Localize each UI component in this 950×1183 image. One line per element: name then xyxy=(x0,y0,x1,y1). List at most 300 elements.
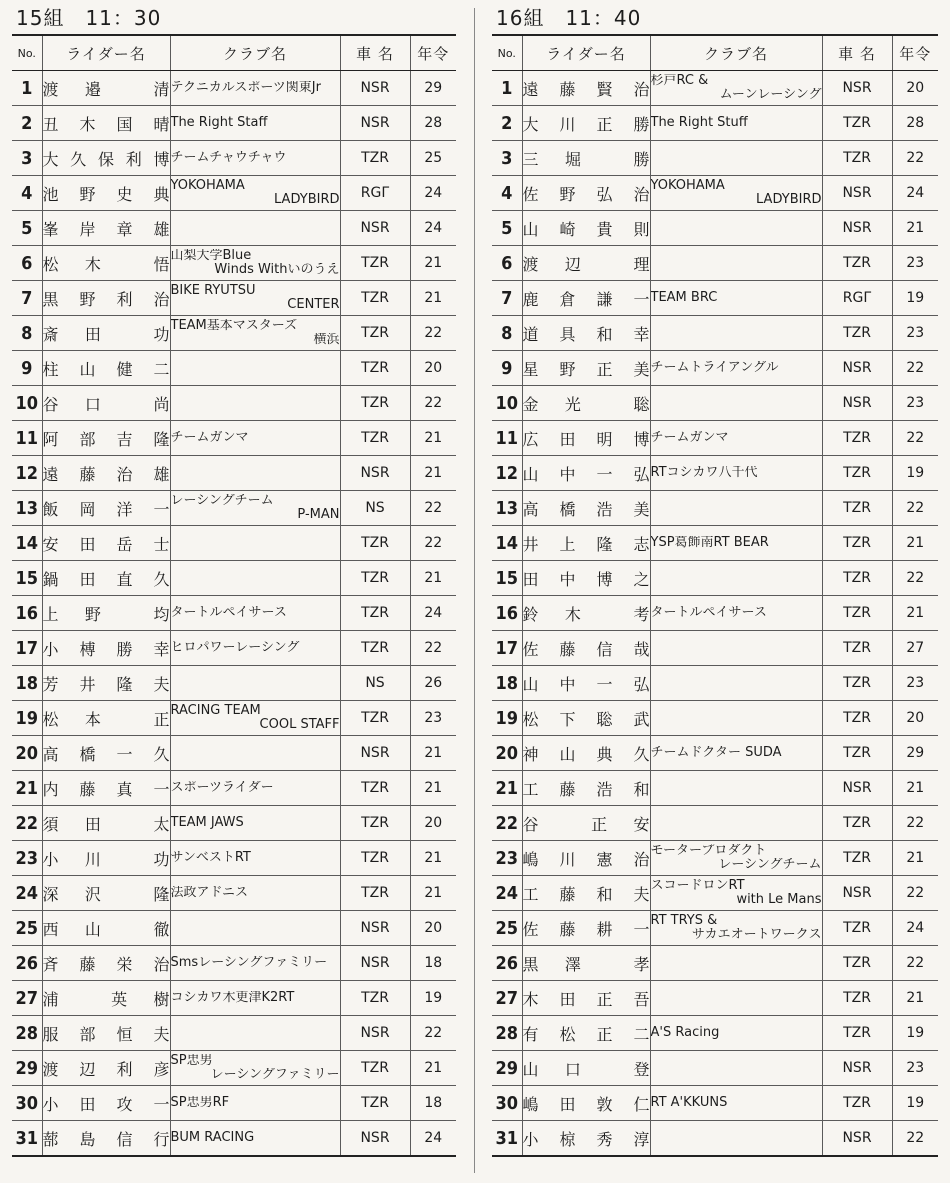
rider-name-char: 悟 xyxy=(153,254,170,274)
rider-age: 21 xyxy=(410,281,456,316)
club-name-line: チームチャウチャウ xyxy=(170,151,287,165)
rider-name xyxy=(42,421,170,456)
machine-name: TZR xyxy=(340,281,410,316)
club-name xyxy=(650,561,822,596)
rider-name-char: 樹 xyxy=(153,989,170,1009)
rider-name-char: 田 xyxy=(84,324,101,344)
machine-name: TZR xyxy=(822,911,892,946)
rider-name xyxy=(522,351,650,386)
machine-name: TZR xyxy=(340,246,410,281)
rider-name-char: 秀 xyxy=(596,1129,613,1149)
rider-name-char: 岸 xyxy=(79,219,96,239)
rider-name-char: 小 xyxy=(42,849,59,869)
rider-age: 21 xyxy=(410,561,456,596)
rider-age: 21 xyxy=(410,456,456,491)
club-name-line: LADYBIRD xyxy=(756,193,822,207)
rider-number: 18 xyxy=(12,666,42,701)
rider-name-char: 部 xyxy=(79,1024,96,1044)
table-row xyxy=(492,771,938,806)
table-row xyxy=(12,1121,456,1157)
table-row xyxy=(492,736,938,771)
rider-age: 22 xyxy=(892,876,938,911)
table-row xyxy=(12,876,456,911)
club-name xyxy=(170,351,340,386)
rider-age: 23 xyxy=(892,246,938,281)
rider-name-char: 山 xyxy=(522,464,539,484)
club-name xyxy=(170,386,340,421)
rider-name-char: 飯 xyxy=(42,499,59,519)
rider-name-char: 山 xyxy=(522,219,539,239)
machine-name: TZR xyxy=(822,666,892,701)
table-row xyxy=(492,281,938,316)
club-name-line: SP忠男RF xyxy=(170,1096,230,1110)
rider-name-char: 真 xyxy=(116,779,133,799)
rider-name-char: 久 xyxy=(153,744,170,764)
rider-name-char: 安 xyxy=(633,814,650,834)
rider-number: 25 xyxy=(492,911,522,946)
rider-age: 22 xyxy=(892,141,938,176)
rider-name xyxy=(522,561,650,596)
rider-number: 27 xyxy=(492,981,522,1016)
rider-age: 21 xyxy=(892,981,938,1016)
rider-name-char: 井 xyxy=(79,674,96,694)
rider-age: 28 xyxy=(892,106,938,141)
header-row xyxy=(492,35,938,71)
machine-name: NSR xyxy=(822,771,892,806)
table-row xyxy=(492,386,938,421)
club-name-line: タートルペイサース xyxy=(170,606,287,620)
header-age: 年令 xyxy=(410,35,456,71)
rider-age: 20 xyxy=(410,351,456,386)
rider-age: 20 xyxy=(410,806,456,841)
rider-name-char: 工 xyxy=(522,779,539,799)
club-name xyxy=(170,806,340,841)
rider-name-char: 柱 xyxy=(42,359,59,379)
club-name xyxy=(650,701,822,736)
rider-name-char: 隆 xyxy=(153,884,170,904)
club-name xyxy=(650,596,822,631)
machine-name: TZR xyxy=(340,526,410,561)
rider-number: 14 xyxy=(492,526,522,561)
rider-name xyxy=(522,1051,650,1086)
rider-name-char: 井 xyxy=(522,534,539,554)
rider-name-char: 博 xyxy=(153,149,170,169)
rider-name xyxy=(522,316,650,351)
table-row xyxy=(492,806,938,841)
rider-name-char: 山 xyxy=(522,674,539,694)
rider-name-char: 下 xyxy=(559,709,576,729)
table-row xyxy=(12,981,456,1016)
rider-name-char: 正 xyxy=(596,989,613,1009)
rider-name-char: 久 xyxy=(633,744,650,764)
club-name xyxy=(650,491,822,526)
rider-name-char: 松 xyxy=(42,709,59,729)
rider-name xyxy=(522,106,650,141)
rider-age: 24 xyxy=(410,211,456,246)
rider-name-char: 洋 xyxy=(116,499,133,519)
rider-name-char: 鍋 xyxy=(42,569,59,589)
rider-name-char: 美 xyxy=(633,499,650,519)
rider-name-char: 堀 xyxy=(564,149,581,169)
table-row xyxy=(492,316,938,351)
club-name xyxy=(170,911,340,946)
rider-name xyxy=(522,736,650,771)
rider-number: 9 xyxy=(12,351,42,386)
rider-number: 31 xyxy=(12,1121,42,1157)
rider-age: 28 xyxy=(410,106,456,141)
rider-number: 5 xyxy=(492,211,522,246)
rider-name-char: 雄 xyxy=(153,219,170,239)
rider-name-char: 美 xyxy=(633,359,650,379)
club-name-line: YOKOHAMA xyxy=(170,179,245,193)
rider-name xyxy=(522,1121,650,1157)
rider-name xyxy=(42,211,170,246)
rider-name-char: 木 xyxy=(564,604,581,624)
rider-name-char: 渡 xyxy=(42,1059,59,1079)
rider-name-char: 藤 xyxy=(559,639,576,659)
rider-name xyxy=(42,491,170,526)
header-club: クラブ名 xyxy=(170,35,340,71)
rider-name-char: 治 xyxy=(153,954,170,974)
machine-name: NSR xyxy=(340,946,410,981)
club-name xyxy=(170,701,340,736)
rider-number: 1 xyxy=(12,71,42,106)
rider-name-char: 光 xyxy=(564,394,581,414)
rider-name-char: 山 xyxy=(79,359,96,379)
rider-number: 18 xyxy=(492,666,522,701)
rider-name xyxy=(522,211,650,246)
rider-name-char: 尚 xyxy=(153,394,170,414)
rider-number: 29 xyxy=(12,1051,42,1086)
club-name xyxy=(170,841,340,876)
rider-name-char: 利 xyxy=(125,149,142,169)
table-row xyxy=(12,71,456,106)
machine-name: NS xyxy=(340,666,410,701)
rider-name xyxy=(522,666,650,701)
rider-name-char: 芳 xyxy=(42,674,59,694)
machine-name: TZR xyxy=(822,946,892,981)
rider-name-char: 治 xyxy=(633,849,650,869)
rider-name-char: 小 xyxy=(42,639,59,659)
club-name-line: RTコシカワ八千代 xyxy=(650,466,758,480)
machine-name: TZR xyxy=(340,771,410,806)
club-name xyxy=(170,456,340,491)
club-name xyxy=(650,771,822,806)
rider-name-char: 夫 xyxy=(153,1024,170,1044)
club-name xyxy=(170,666,340,701)
rider-name-char: 野 xyxy=(79,289,96,309)
rider-name-char: 一 xyxy=(633,289,650,309)
rider-name-char: 勝 xyxy=(633,149,650,169)
rider-name-char: 正 xyxy=(596,359,613,379)
club-name-line: 杉戸RC & xyxy=(650,74,709,88)
rider-name-char: 山 xyxy=(84,919,101,939)
rider-number: 7 xyxy=(12,281,42,316)
rider-name-char: 須 xyxy=(42,814,59,834)
rider-number: 21 xyxy=(492,771,522,806)
table-row xyxy=(492,561,938,596)
machine-name: NSR xyxy=(340,211,410,246)
header-car: 車 名 xyxy=(822,35,892,71)
club-name xyxy=(170,176,340,211)
table-row xyxy=(492,841,938,876)
rider-name-char: 哉 xyxy=(633,639,650,659)
table-row xyxy=(492,596,938,631)
machine-name: TZR xyxy=(822,596,892,631)
rider-name-char: 久 xyxy=(153,569,170,589)
table-row xyxy=(492,701,938,736)
rider-name-char: 正 xyxy=(153,709,170,729)
rider-name-char: 利 xyxy=(116,1059,133,1079)
club-name-line: The Right Staff xyxy=(170,116,268,130)
club-name xyxy=(650,456,822,491)
machine-name: TZR xyxy=(822,491,892,526)
rider-name-char: 岡 xyxy=(79,499,96,519)
club-name-line: レーシングチーム xyxy=(718,858,822,872)
rider-number: 22 xyxy=(492,806,522,841)
rider-name-char: 西 xyxy=(42,919,59,939)
table-row xyxy=(12,141,456,176)
club-name-line: Winds Withいのうえ xyxy=(214,263,340,277)
rider-age: 22 xyxy=(410,631,456,666)
rider-name-char: 功 xyxy=(153,849,170,869)
club-name-line: BUM RACING xyxy=(170,1131,255,1145)
table-row xyxy=(12,1086,456,1121)
club-name-line: チームガンマ xyxy=(650,431,729,445)
rider-number: 4 xyxy=(12,176,42,211)
rider-age: 19 xyxy=(892,281,938,316)
rider-name-char: 大 xyxy=(522,114,539,134)
rider-name xyxy=(42,876,170,911)
rider-name-char: 部 xyxy=(79,429,96,449)
club-name xyxy=(650,176,822,211)
rider-name xyxy=(42,631,170,666)
machine-name: TZR xyxy=(822,981,892,1016)
club-name xyxy=(650,946,822,981)
rider-name-char: 上 xyxy=(559,534,576,554)
rider-name-char: 勝 xyxy=(633,114,650,134)
rider-name-char: 小 xyxy=(522,1129,539,1149)
rider-number: 15 xyxy=(492,561,522,596)
machine-name: TZR xyxy=(340,876,410,911)
rider-name-char: 貴 xyxy=(596,219,613,239)
rider-name-char: 峯 xyxy=(42,219,59,239)
club-name xyxy=(650,351,822,386)
club-name xyxy=(170,946,340,981)
club-name xyxy=(170,106,340,141)
rider-name-char: 高 xyxy=(42,744,59,764)
rider-age: 23 xyxy=(892,386,938,421)
rider-name-char: 幸 xyxy=(153,639,170,659)
rider-name-char: 健 xyxy=(116,359,133,379)
machine-name: TZR xyxy=(822,106,892,141)
rider-name xyxy=(42,141,170,176)
club-name-line: RT TRYS & xyxy=(650,914,718,928)
club-name-line: タートルペイサース xyxy=(650,606,767,620)
machine-name: TZR xyxy=(340,316,410,351)
rider-age: 22 xyxy=(410,1016,456,1051)
rider-age: 21 xyxy=(892,841,938,876)
machine-name: NSR xyxy=(822,386,892,421)
rider-name-char: 丑 xyxy=(42,114,59,134)
rider-name-char: 池 xyxy=(42,184,59,204)
rider-name-char: 高 xyxy=(522,499,539,519)
machine-name: NSR xyxy=(822,71,892,106)
rider-name-char: 藤 xyxy=(559,884,576,904)
rider-name xyxy=(42,456,170,491)
rider-name xyxy=(522,841,650,876)
club-name xyxy=(650,981,822,1016)
table-row xyxy=(492,1086,938,1121)
table-row xyxy=(12,211,456,246)
rider-name-char: 澤 xyxy=(564,954,581,974)
machine-name: NSR xyxy=(340,456,410,491)
club-name-line: with Le Mans xyxy=(736,893,822,907)
club-name xyxy=(650,316,822,351)
rider-name xyxy=(522,981,650,1016)
rider-name-char: 国 xyxy=(116,114,133,134)
rider-name-char: 小 xyxy=(42,1094,59,1114)
rider-name-char: 木 xyxy=(522,989,539,1009)
rider-number: 3 xyxy=(12,141,42,176)
rider-number: 11 xyxy=(492,421,522,456)
rider-name-char: 賢 xyxy=(596,79,613,99)
rider-name xyxy=(522,526,650,561)
table-row xyxy=(492,1016,938,1051)
table-row xyxy=(492,211,938,246)
rider-name xyxy=(522,421,650,456)
rider-number: 24 xyxy=(12,876,42,911)
rider-name-char: 松 xyxy=(42,254,59,274)
table-row xyxy=(12,701,456,736)
table-row xyxy=(12,771,456,806)
rider-name-char: 孝 xyxy=(633,954,650,974)
club-name xyxy=(170,281,340,316)
machine-name: TZR xyxy=(822,806,892,841)
rider-name-char: 正 xyxy=(591,814,608,834)
rider-age: 20 xyxy=(892,701,938,736)
machine-name: NSR xyxy=(822,1051,892,1086)
rider-name-char: 治 xyxy=(633,79,650,99)
rider-name-char: 隆 xyxy=(596,534,613,554)
rider-name xyxy=(42,561,170,596)
rider-age: 24 xyxy=(410,176,456,211)
club-name xyxy=(170,771,340,806)
rider-age: 21 xyxy=(410,876,456,911)
machine-name: TZR xyxy=(822,421,892,456)
rider-name-char: 一 xyxy=(596,674,613,694)
rider-name-char: 三 xyxy=(522,149,539,169)
club-name-line: The Right Stuff xyxy=(650,116,748,130)
table-row xyxy=(492,876,938,911)
table-row xyxy=(492,1121,938,1157)
club-name xyxy=(170,71,340,106)
rider-name-char: 山 xyxy=(559,744,576,764)
club-name xyxy=(650,806,822,841)
rider-name-char: 星 xyxy=(522,359,539,379)
rider-number: 23 xyxy=(492,841,522,876)
rider-name xyxy=(42,946,170,981)
rider-name-char: 弘 xyxy=(633,674,650,694)
table-row xyxy=(12,1051,456,1086)
club-name-line: CENTER xyxy=(287,298,340,312)
rider-name-char: 黒 xyxy=(522,954,539,974)
table-row xyxy=(12,911,456,946)
machine-name: NSR xyxy=(340,1016,410,1051)
club-name-line: スポーツライダー xyxy=(170,781,274,795)
rider-age: 19 xyxy=(892,456,938,491)
table-row xyxy=(492,911,938,946)
rider-age: 21 xyxy=(410,421,456,456)
rider-name-char: 口 xyxy=(84,394,101,414)
rider-age: 22 xyxy=(892,946,938,981)
rider-number: 12 xyxy=(492,456,522,491)
rider-name-char: 浩 xyxy=(596,499,613,519)
table-row xyxy=(492,526,938,561)
rider-number: 28 xyxy=(12,1016,42,1051)
club-name xyxy=(170,141,340,176)
club-name-line: チームドクター SUDA xyxy=(650,746,782,760)
rider-name-char: 嶋 xyxy=(522,849,539,869)
rider-number: 12 xyxy=(12,456,42,491)
rider-number: 2 xyxy=(12,106,42,141)
table-row xyxy=(12,841,456,876)
rider-name-char: 広 xyxy=(522,429,539,449)
rider-name-char: 内 xyxy=(42,779,59,799)
rider-name xyxy=(42,351,170,386)
machine-name: TZR xyxy=(822,631,892,666)
rider-name-char: 藤 xyxy=(559,779,576,799)
rider-name xyxy=(42,911,170,946)
rider-name-char: 中 xyxy=(559,569,576,589)
table-row xyxy=(12,526,456,561)
table-row xyxy=(492,491,938,526)
rider-name-char: 神 xyxy=(522,744,539,764)
table-row xyxy=(12,596,456,631)
rider-name-char: 久 xyxy=(70,149,87,169)
rider-number: 1 xyxy=(492,71,522,106)
group-16-panel xyxy=(492,0,938,1157)
rider-name-char: 正 xyxy=(596,1024,613,1044)
rider-name-char: 田 xyxy=(522,569,539,589)
rider-age: 21 xyxy=(410,736,456,771)
machine-name: TZR xyxy=(822,456,892,491)
rider-age: 29 xyxy=(410,71,456,106)
rider-name-char: 田 xyxy=(84,814,101,834)
rider-name-char: 上 xyxy=(42,604,59,624)
club-name-line: モータープロダクト xyxy=(650,844,767,858)
rider-age: 22 xyxy=(892,561,938,596)
rider-name-char: 二 xyxy=(153,359,170,379)
table-row xyxy=(12,1016,456,1051)
club-name xyxy=(650,876,822,911)
rider-name-char: 則 xyxy=(633,219,650,239)
rider-age: 19 xyxy=(892,1086,938,1121)
rider-name-char: 聡 xyxy=(633,394,650,414)
rider-name-char: 木 xyxy=(79,114,96,134)
machine-name: NSR xyxy=(340,71,410,106)
rider-name-char: 山 xyxy=(522,1059,539,1079)
club-name xyxy=(170,526,340,561)
table-row xyxy=(12,316,456,351)
club-name-line: テクニカルスポーツ関東Jr xyxy=(170,81,321,95)
rider-name-char: 道 xyxy=(522,324,539,344)
table-row xyxy=(492,666,938,701)
rider-name-char: 鈴 xyxy=(522,604,539,624)
rider-number: 9 xyxy=(492,351,522,386)
rider-name-char: 鹿 xyxy=(522,289,539,309)
machine-name: TZR xyxy=(822,736,892,771)
